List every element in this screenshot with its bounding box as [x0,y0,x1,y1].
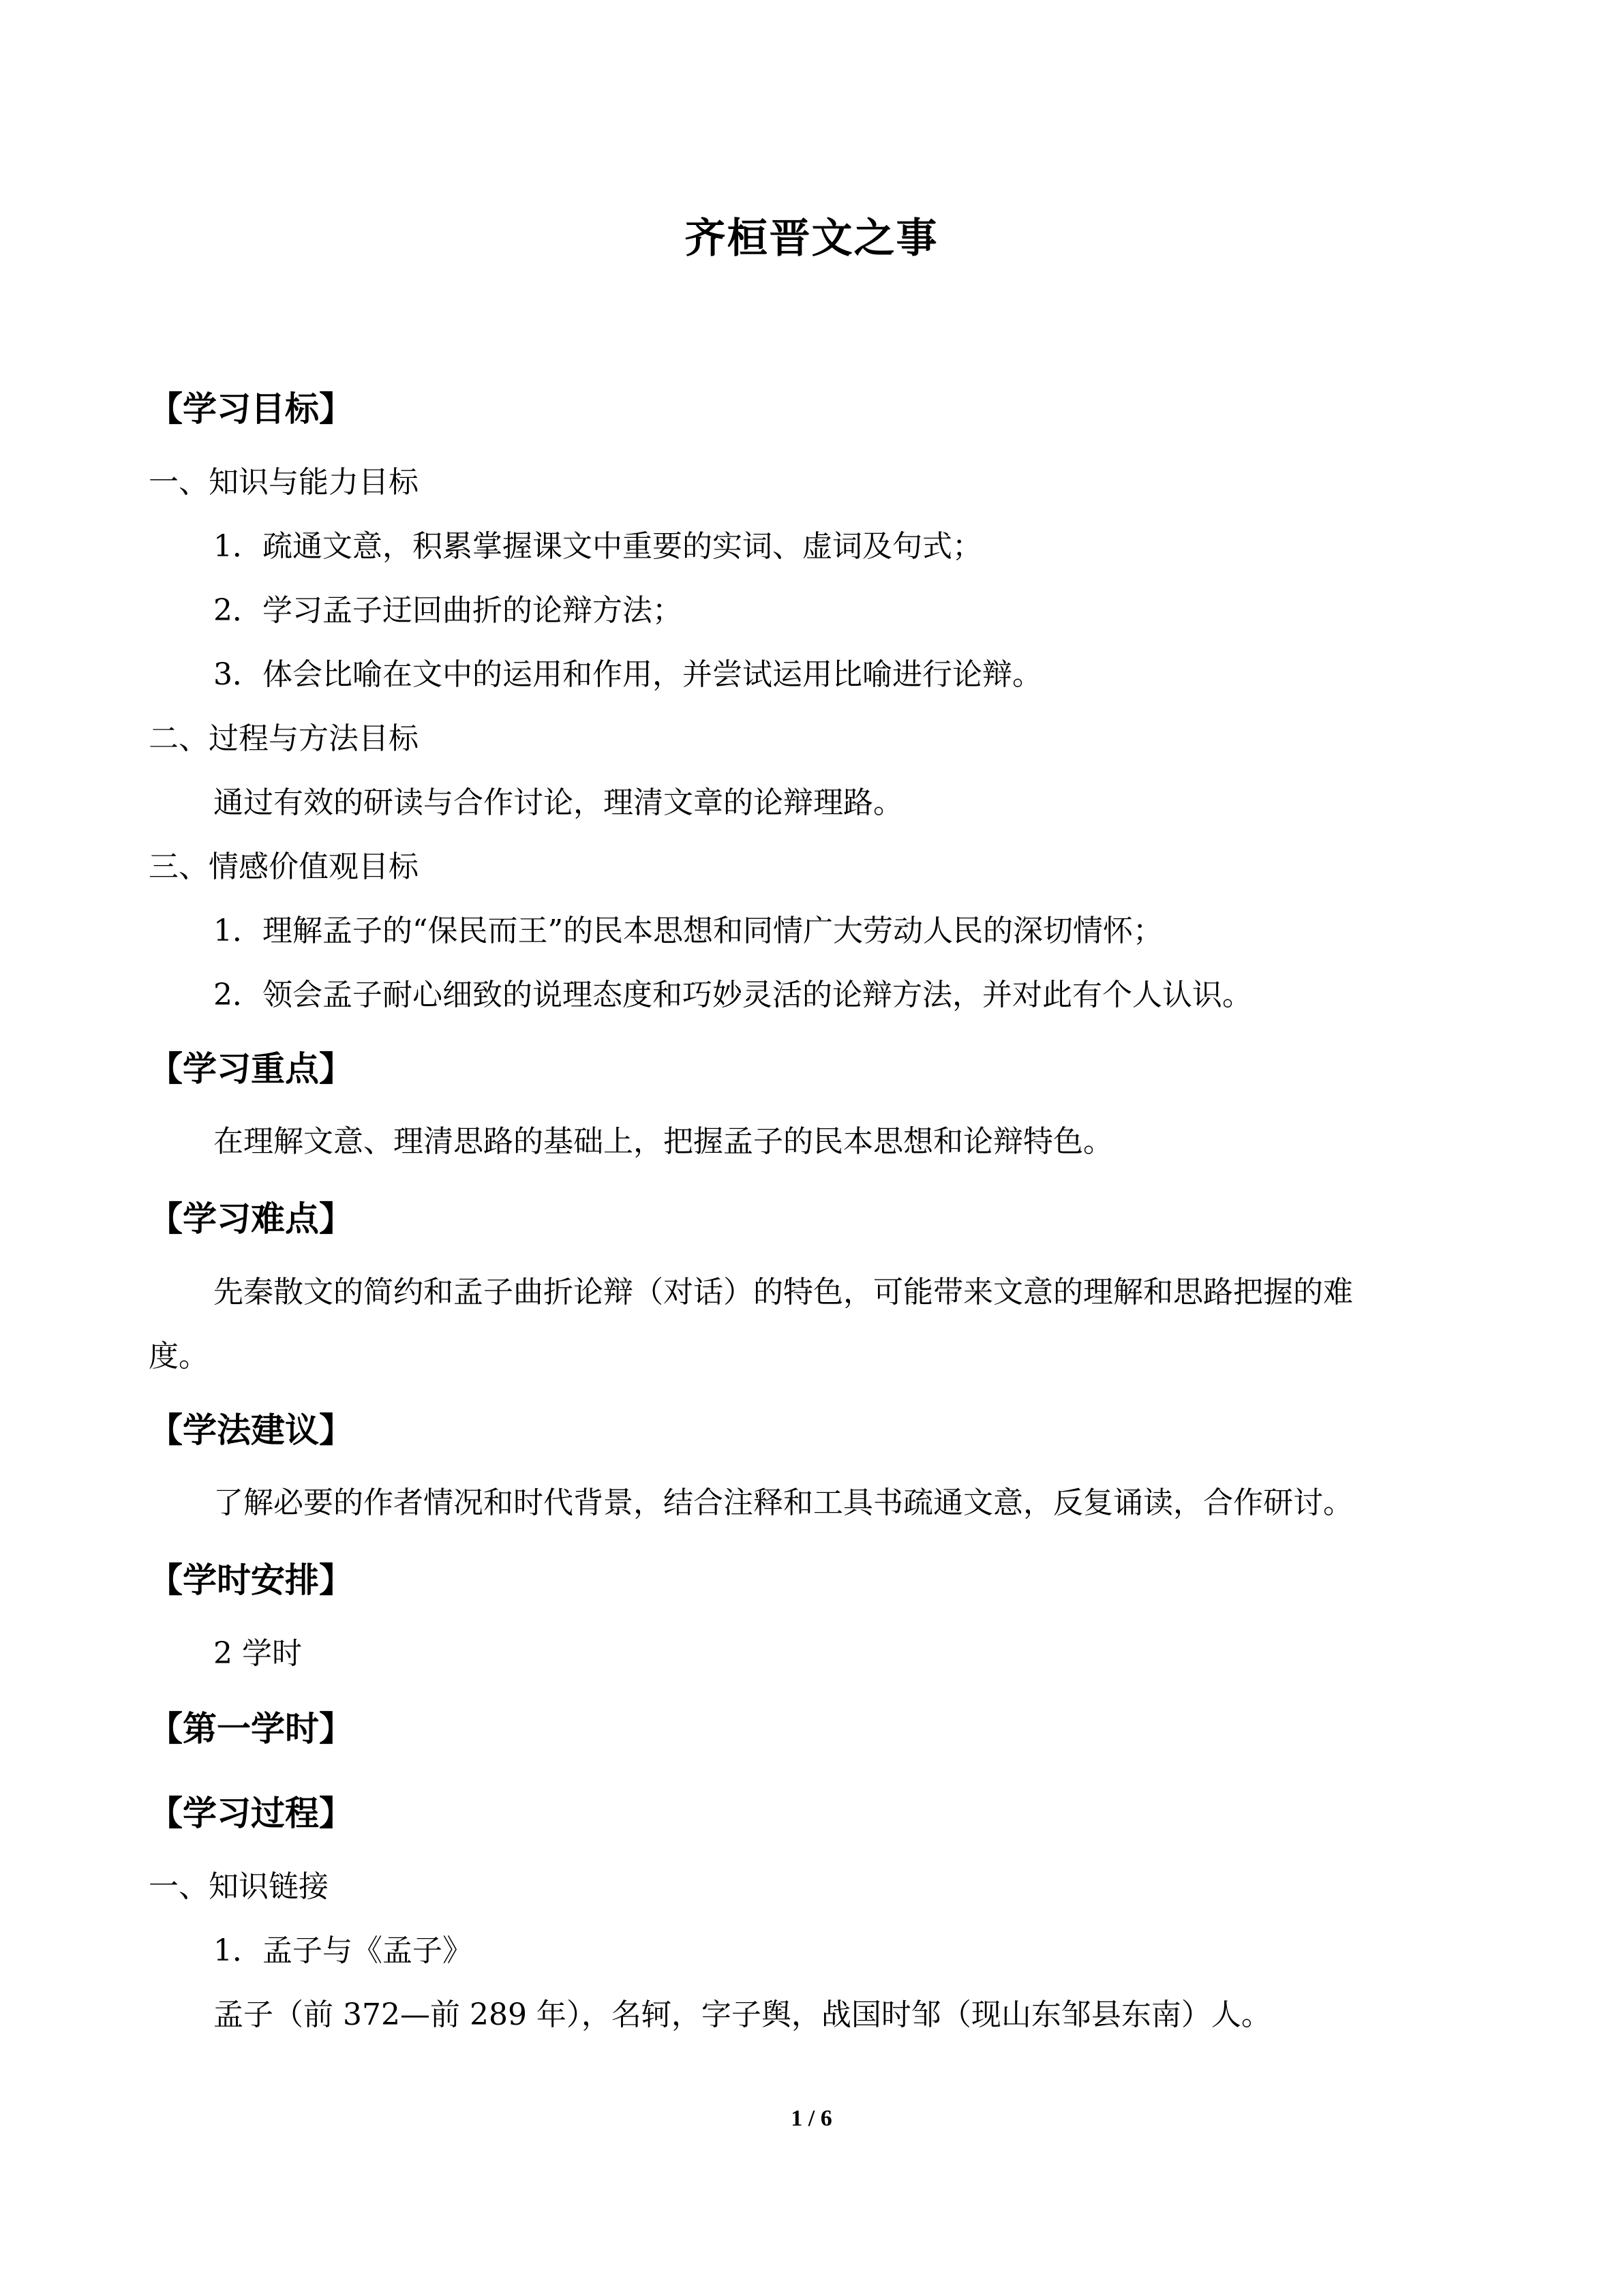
page-indicator: 1 / 6 [791,2106,832,2131]
key-points-text: 在理解文意、理清思路的基础上，把握孟子的民本思想和论辩特色。 [213,1124,1113,1159]
objectives-part1-item-1: 1．疏通文意，积累掌握课文中重要的实词、虚词及句式； [213,529,982,564]
objectives-part2-text: 通过有效的研读与合作讨论，理清文章的论辩理路。 [213,785,903,820]
document-title: 齐桓晋文之事 [684,215,939,262]
process-item1-text: 孟子（前 372—前 289 年），名轲，字子舆，战国时邹（现山东邹县东南）人。 [213,1997,1271,2032]
method-text: 了解必要的作者情况和时代背景，结合注释和工具书疏通文意，反复诵读，合作研讨。 [213,1485,1353,1520]
difficulties-text-line-2: 度。 [149,1339,209,1374]
objectives-part1-item-3: 3．体会比喻在文中的运用和作用，并尝试运用比喻进行论辩。 [213,657,1042,692]
objectives-part2-title: 二、过程与方法目标 [149,721,419,756]
objectives-part3-item-1: 1．理解孟子的“保民而王”的民本思想和同情广大劳动人民的深切情怀； [213,913,1163,948]
objectives-part1-item-2: 2．学习孟子迂回曲折的论辩方法； [213,593,682,628]
objectives-part3-title: 三、情感价值观目标 [149,849,419,884]
section-heading-difficulties: 【学习难点】 [149,1199,353,1239]
difficulties-text-line-1: 先秦散文的简约和孟子曲折论辩（对话）的特色，可能带来文意的理解和思路把握的难 [213,1275,1353,1310]
section-heading-process: 【学习过程】 [149,1794,353,1833]
section-heading-schedule: 【学时安排】 [149,1560,353,1600]
schedule-text: 2 学时 [213,1636,302,1671]
objectives-part3-item-2: 2．领会孟子耐心细致的说理态度和巧妙灵活的论辩方法，并对此有个人认识。 [213,978,1252,1012]
section-heading-first-period: 【第一学时】 [149,1709,353,1749]
process-item1-title: 1．孟子与《孟子》 [213,1933,472,1968]
process-part1-title: 一、知识链接 [149,1869,329,1904]
section-heading-objectives: 【学习目标】 [149,389,353,429]
section-heading-key-points: 【学习重点】 [149,1049,353,1089]
section-heading-method: 【学法建议】 [149,1410,353,1450]
objectives-part1-title: 一、知识与能力目标 [149,465,419,500]
